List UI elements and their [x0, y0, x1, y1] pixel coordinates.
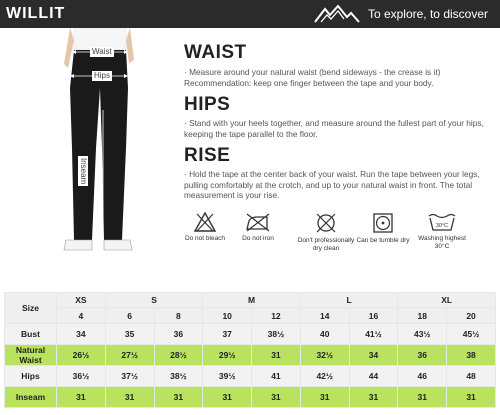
row-label: Natural Waist — [5, 345, 57, 366]
size-cell: XL — [398, 293, 496, 308]
rise-title: RISE — [184, 145, 231, 166]
size-number-row — [5, 308, 496, 324]
table-cell: 31 — [154, 387, 203, 408]
table-cell: 32½ — [300, 345, 349, 366]
model-figure — [30, 28, 170, 263]
table-cell: 31 — [398, 387, 447, 408]
size-header: Size — [5, 293, 57, 324]
size-number: 8 — [154, 308, 203, 324]
table-cell: 31 — [349, 387, 398, 408]
table-cell: 31 — [105, 387, 154, 408]
care-label: Don't professionally dry clean — [297, 237, 355, 252]
size-number: 4 — [57, 308, 106, 324]
care-label: Washing highest 30°C — [418, 235, 466, 250]
size-cell: S — [105, 293, 203, 308]
waist-label: Waist — [92, 47, 112, 56]
size-number: 16 — [349, 308, 398, 324]
model-illustration — [30, 28, 170, 263]
wash-temp: 30°C — [435, 223, 449, 229]
table-cell: 38½ — [154, 366, 203, 387]
slogan-text: To explore, to discover — [367, 7, 488, 21]
size-number: 14 — [300, 308, 349, 324]
table-cell: 27½ — [105, 345, 154, 366]
no-dry-clean-icon — [315, 212, 337, 234]
hips-title: HIPS — [184, 94, 231, 115]
waist-text: · Measure around your natural waist (bend sideways - the crease is it) Recommendation: keep one finger between the tape and your body. — [184, 67, 441, 88]
inseam-label: Inseam — [79, 158, 88, 185]
table-cell: 43½ — [398, 324, 447, 345]
rise-text: · Hold the tape at the center back of your waist. Run the tape between your legs, pulling comfortably at the crotch, and up to your natural waist in front. The total measurement is your rise. — [184, 169, 480, 200]
size-number: 10 — [203, 308, 252, 324]
table-cell: 34 — [349, 345, 398, 366]
table-cell: 36 — [154, 324, 203, 345]
table-cell: 31 — [252, 387, 301, 408]
table-cell: 37 — [203, 324, 252, 345]
table-cell: 45½ — [447, 324, 496, 345]
care-wash-30 — [410, 212, 474, 251]
table-cell: 44 — [349, 366, 398, 387]
header-bar — [0, 0, 500, 28]
table-cell: 31 — [57, 387, 106, 408]
table-cell: 31 — [252, 345, 301, 366]
care-no-iron — [226, 212, 290, 243]
table-cell: 41½ — [349, 324, 398, 345]
size-number: 20 — [447, 308, 496, 324]
table-cell: 41 — [252, 366, 301, 387]
brand-logo: WILLIT — [6, 5, 66, 22]
waist-title: WAIST — [184, 42, 247, 63]
tumble-dry-icon — [372, 212, 394, 234]
size-letter-row — [5, 293, 496, 308]
size-chart-table — [4, 292, 496, 408]
care-label: Do not iron — [242, 235, 274, 242]
table-cell: 40 — [300, 324, 349, 345]
table-row-bust — [5, 324, 496, 345]
table-cell: 36½ — [57, 366, 106, 387]
table-cell: 39½ — [203, 366, 252, 387]
table-cell: 31 — [300, 387, 349, 408]
row-label: Hips — [5, 366, 57, 387]
size-number: 12 — [252, 308, 301, 324]
slogan-group — [314, 5, 488, 23]
size-number: 6 — [105, 308, 154, 324]
size-cell: L — [300, 293, 398, 308]
hips-label: Hips — [94, 71, 111, 80]
table-row-natural-waist — [5, 345, 496, 366]
table-cell: 29½ — [203, 345, 252, 366]
no-iron-icon — [245, 212, 271, 232]
table-cell: 38 — [447, 345, 496, 366]
size-cell: M — [203, 293, 301, 308]
row-label: Inseam — [5, 387, 57, 408]
table-cell: 31 — [447, 387, 496, 408]
mountain-icon — [314, 5, 360, 23]
table-cell: 38½ — [252, 324, 301, 345]
wash-30-icon — [427, 212, 457, 232]
care-label: Can be tumble dry — [356, 237, 410, 244]
hips-text: · Stand with your heels together, and measure around the fullest part of your hips, keeping the tape parallel to the floor. — [184, 118, 484, 139]
no-bleach-icon — [194, 212, 216, 232]
table-cell: 37½ — [105, 366, 154, 387]
table-cell: 26½ — [57, 345, 106, 366]
care-label: Do not bleach — [184, 235, 226, 242]
table-cell: 31 — [203, 387, 252, 408]
table-cell: 42½ — [300, 366, 349, 387]
table-cell: 34 — [57, 324, 106, 345]
table-row-inseam — [5, 387, 496, 408]
size-number: 18 — [398, 308, 447, 324]
table-cell: 35 — [105, 324, 154, 345]
table-cell: 28½ — [154, 345, 203, 366]
table-row-hips — [5, 366, 496, 387]
table-cell: 36 — [398, 345, 447, 366]
row-label: Bust — [5, 324, 57, 345]
care-tumble-dry — [351, 212, 415, 245]
table-cell: 46 — [398, 366, 447, 387]
table-cell: 48 — [447, 366, 496, 387]
size-cell: XS — [57, 293, 106, 308]
care-no-dry-clean — [294, 212, 358, 253]
